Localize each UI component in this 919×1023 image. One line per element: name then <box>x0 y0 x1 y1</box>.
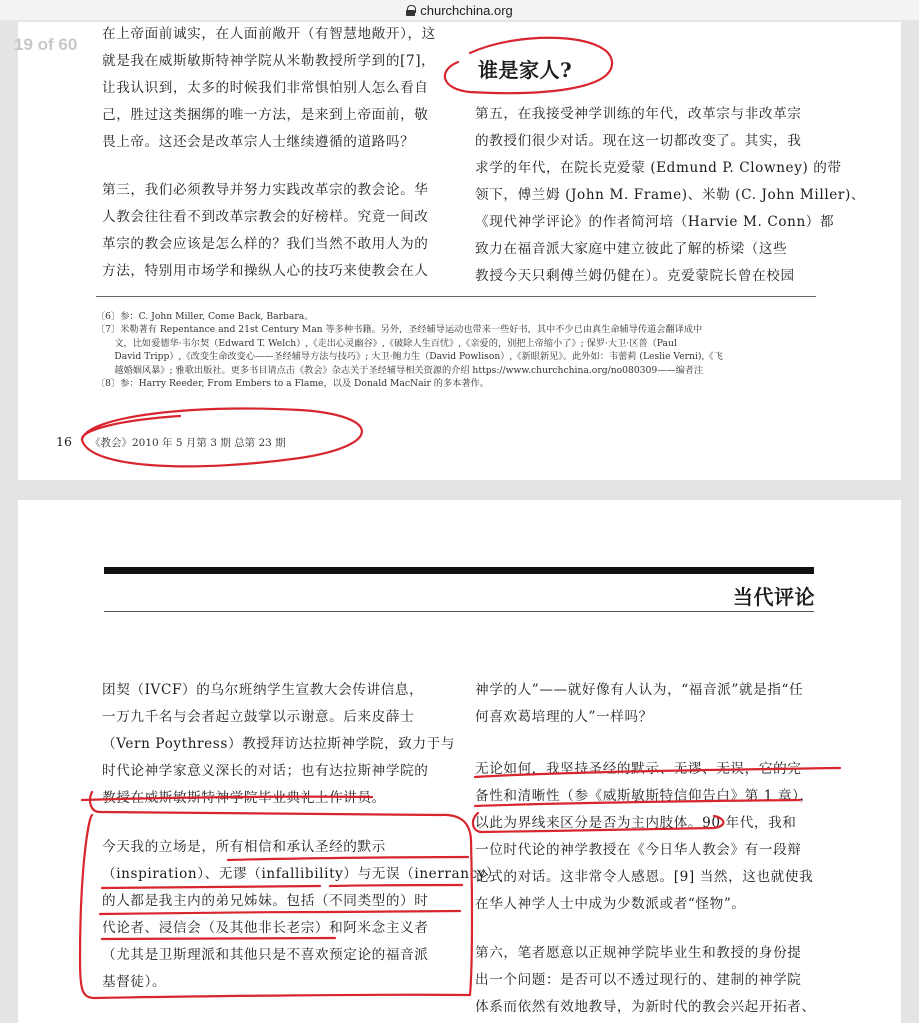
text-line: 的人都是我主内的弟兄姊妹。包括（不同类型的）时 <box>102 893 429 909</box>
text-line: 己，胜过这类捆绑的唯一方法，是来到上帝面前，敬 <box>102 107 429 123</box>
text-line: 教授今天只剩傅兰姆仍健在）。克爱蒙院长曾在校园 <box>475 268 795 284</box>
text-line: 神学的人”——就好像有人认为，“福音派”就是指“任 <box>475 682 804 698</box>
text-line: 团契（IVCF）的乌尔班纳学生宣教大会传讲信息， <box>102 682 424 698</box>
text-line: 第三，我们必须教导并努力实践改革宗的教会论。华 <box>102 182 429 198</box>
text-line: 教授在威斯敏斯特神学院毕业典礼上作讲员。 <box>102 790 386 806</box>
text-line: 第六，笔者愿意以正规神学院毕业生和教授的身份提 <box>475 945 802 961</box>
left-column-paragraph-2 <box>102 834 500 996</box>
text-line: 无论如何，我坚持圣经的默示、无谬、无误，它的完 <box>475 761 802 777</box>
left-column-paragraph-2 <box>102 177 428 285</box>
journal-issue-info: 《教会》2010 年 5 月第 3 期 总第 23 期 <box>90 437 286 449</box>
left-column-paragraph-1 <box>102 677 455 812</box>
text-line: 让我认识到，太多的时候我们非常惧怕别人怎么看自 <box>102 80 429 96</box>
text-line: 在华人神学人士中成为少数派或者“怪物”。 <box>475 896 746 912</box>
document-page-17 <box>18 500 901 1023</box>
text-line: 代论者、浸信会（及其他非长老宗）和阿米念主义者 <box>102 920 429 936</box>
text-line: （尤其是卫斯理派和其他只是不喜欢预定论的福音派 <box>102 947 429 963</box>
text-line: （inspiration）、无谬（infallibility）与无误（inerrancy） <box>102 866 501 882</box>
browser-url-bar[interactable] <box>0 0 919 20</box>
section-heading: 谁是家人? <box>478 58 573 82</box>
text-line: 的教授们很少对话。现在这一切都改变了。其实，我 <box>475 133 802 149</box>
text-line: 在上帝面前诚实，在人面前敞开（有智慧地敞开），这 <box>102 26 436 42</box>
left-column-paragraph-1 <box>102 22 436 156</box>
right-column-paragraph-2 <box>475 756 814 918</box>
text-line: 备性和清晰性（参《威斯敏斯特信仰告白》第 1 章）， <box>475 788 814 804</box>
footnote-divider <box>96 296 816 297</box>
right-column-paragraph-3 <box>475 940 816 1021</box>
document-page-16 <box>18 22 901 480</box>
text-line: 越婚姻风暴》; 雅歌出版社。更多书目请点击《教会》杂志关于圣经辅导相关资源的介绍 https://www.churchchina.org/no080309——编者注 <box>96 364 704 376</box>
right-column-paragraph <box>475 101 865 290</box>
right-column-paragraph-1 <box>475 677 803 731</box>
text-line: 第五，在我接受神学训练的年代，改革宗与非改革宗 <box>475 106 802 122</box>
footnotes <box>96 310 723 390</box>
text-line: 《现代神学评论》的作者简河培（Harvie M. Conn）都 <box>475 214 835 230</box>
header-thin-rule <box>104 611 814 612</box>
text-line: （Vern Poythress）教授拜访达拉斯神学院，致力于与 <box>102 736 456 752</box>
page-counter: 19 of 60 <box>14 35 78 54</box>
text-line: 一万九千名与会者起立鼓掌以示谢意。后来皮薛士 <box>102 709 415 725</box>
text-line: 以此为界线来区分是否为主内肢体。90 年代，我和 <box>475 815 797 831</box>
text-line: 何喜欢葛培理的人”一样吗？ <box>475 709 653 725</box>
text-line: 基督徒）。 <box>102 974 167 990</box>
text-line: 出一个问题：是否可以不透过现行的、建制的神学院 <box>475 972 802 988</box>
text-line: 文，比如爱德华·韦尔契（Edward T. Welch）,《走出心灵幽谷》,《破除人生百忧》,《亲爱的，别把上帝缩小了》; 保罗·大卫·区普（Paul <box>96 337 677 349</box>
text-line: David Tripp）,《改变生命改变心——圣经辅导方法与技巧》; 大卫·鲍力生（David Powlison）,《新眼新见》。此外如：韦蕾莉 (Leslie Verni),《飞 <box>96 351 723 363</box>
text-line: 今天我的立场是，所有相信和承认圣经的默示 <box>102 839 386 855</box>
text-line: 领下，傅兰姆 (John M. Frame)、米勒 (C. John Miller)、 <box>475 187 866 203</box>
text-line: 求学的年代，在院长克爱蒙 (Edmund P. Clowney) 的带 <box>475 160 842 176</box>
text-line: 时代论神学家意义深长的对话；也有达拉斯神学院的 <box>102 763 429 779</box>
text-line: 人教会往往看不到改革宗教会的好榜样。究竟一间改 <box>102 209 429 225</box>
text-line: 方法，特别用市场学和操纵人心的技巧来使教会在人 <box>102 263 429 279</box>
text-line: 致力在福音派大家庭中建立彼此了解的桥梁（这些 <box>475 241 788 257</box>
text-line: 就是我在威斯敏斯特神学院从米勒教授所学到的[7]， <box>102 53 436 69</box>
text-line: 一位时代论的神学教授在《今日华人教会》有一段辩 <box>475 842 802 858</box>
text-line: 〔7〕米勒著有 Repentance and 21st Century Man 等多种书籍。另外，圣经辅导运动也带来一些好书，其中不少已由真生命辅导传道会翻译成中 <box>96 324 703 336</box>
text-line: 畏上帝。这还会是改革宗人士继续遵循的道路吗？ <box>102 134 415 150</box>
header-thick-rule <box>104 567 814 574</box>
page-number: 16 <box>56 434 72 449</box>
text-line: 〔6〕参：C. John Miller, Come Back, Barbara。 <box>96 311 314 322</box>
text-line: 论式的对话。这非常令人感恩。[9] 当然，这也就使我 <box>475 869 814 885</box>
url-text: churchchina.org <box>420 2 513 18</box>
text-line: 革宗的教会应该是怎么样的？我们当然不敢用人为的 <box>102 236 429 252</box>
section-title: 当代评论 <box>733 585 815 609</box>
lock-icon <box>406 5 415 16</box>
text-line: 〔8〕参：Harry Reeder, From Embers to a Flame，以及 Donald MacNair 的多本著作。 <box>96 378 489 390</box>
text-line: 体系而依然有效地教导，为新时代的教会兴起开拓者、 <box>475 999 816 1015</box>
